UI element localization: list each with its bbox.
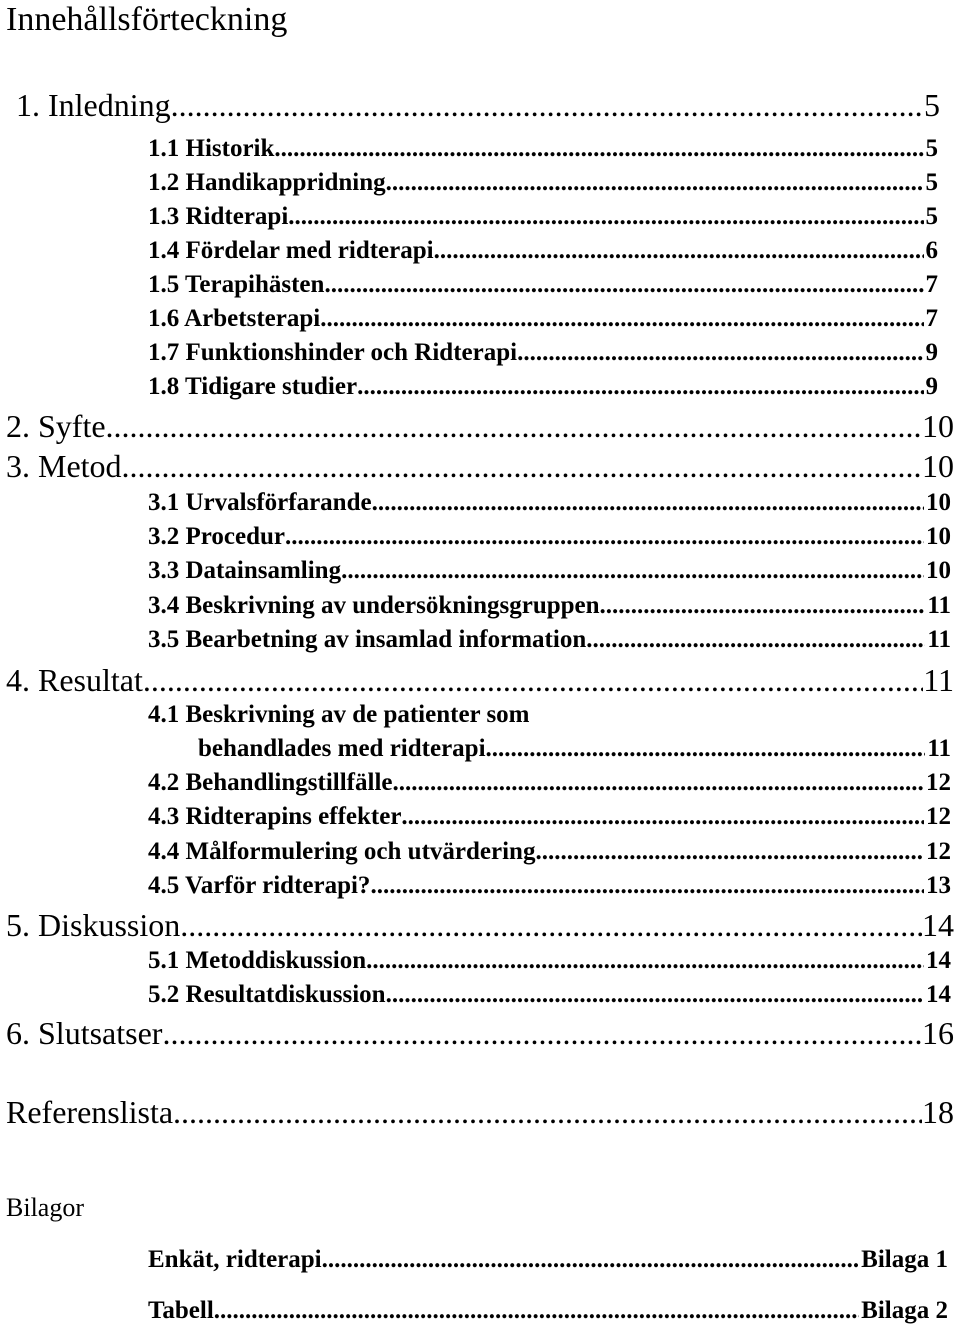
dot-leader xyxy=(386,981,924,1009)
toc-page: 11 xyxy=(923,662,954,698)
toc-entry-resultat[interactable] xyxy=(6,662,954,699)
dot-leader xyxy=(214,1297,859,1325)
toc-label: 1.6 Arbetsterapi xyxy=(148,305,321,332)
dot-leader xyxy=(600,592,926,620)
toc-entry-bilaga-enkat[interactable] xyxy=(148,1246,948,1274)
toc-page: 12 xyxy=(926,769,951,796)
dot-leader xyxy=(130,408,922,445)
toc-page: 5 xyxy=(925,135,938,162)
dot-leader xyxy=(285,523,924,551)
toc-page: 10 xyxy=(926,523,951,550)
toc-label: 1.3 Ridterapi xyxy=(148,203,289,230)
toc-page: 11 xyxy=(927,592,951,619)
dot-leader xyxy=(366,947,924,975)
toc-entry-fordelar[interactable] xyxy=(148,237,938,265)
dot-leader xyxy=(324,271,923,299)
toc-label: 1.5 Terapihästen xyxy=(148,271,325,298)
dot-leader xyxy=(288,203,923,231)
toc-page: 14 xyxy=(922,907,954,943)
toc-entry-inledning[interactable] xyxy=(16,87,940,124)
toc-label: 5. Diskussion xyxy=(6,907,181,943)
toc-page: 18 xyxy=(922,1094,954,1130)
dot-leader xyxy=(274,135,923,163)
toc-page: Bilaga 1 xyxy=(861,1246,948,1273)
toc-label: Referenslista xyxy=(6,1094,174,1130)
toc-entry-ridterapins-effekter[interactable] xyxy=(148,803,951,831)
toc-page: 10 xyxy=(926,489,951,516)
toc-entry-procedur[interactable] xyxy=(148,523,951,551)
toc-page: 14 xyxy=(926,981,951,1008)
toc-page: 14 xyxy=(926,947,951,974)
toc-page: 13 xyxy=(926,872,951,899)
dot-leader xyxy=(171,87,924,124)
toc-entry-metoddiskussion[interactable] xyxy=(148,947,951,975)
toc-page: 5 xyxy=(925,169,938,196)
toc-page: 12 xyxy=(926,838,951,865)
toc-label: 1.7 Funktionshinder och Ridterapi xyxy=(148,339,518,366)
toc-page: 10 xyxy=(922,408,954,444)
toc-label: 1.8 Tidigare studier xyxy=(148,373,358,400)
toc-label: 1. Inledning xyxy=(16,87,171,123)
toc-label: 3.1 Urvalsförfarande xyxy=(148,489,372,516)
toc-entry-handikappridning[interactable] xyxy=(148,169,938,197)
toc-entry-varfor-ridterapi[interactable] xyxy=(148,872,951,900)
toc-entry-terapihasten[interactable] xyxy=(148,271,938,299)
toc-entry-slutsatser[interactable] xyxy=(6,1015,954,1052)
toc-label: 3.5 Bearbetning av insamlad information xyxy=(148,626,587,653)
dot-leader xyxy=(180,907,922,944)
dot-leader xyxy=(370,872,924,900)
toc-page: 12 xyxy=(926,803,951,830)
toc-entry-bearbetning[interactable] xyxy=(148,626,951,654)
page-title: Innehållsförteckning xyxy=(6,1,288,38)
dot-leader xyxy=(173,1094,922,1131)
toc-label: 4.3 Ridterapins effekter xyxy=(148,803,402,830)
toc-label: Enkät, ridterapi xyxy=(148,1246,322,1273)
toc-entry-ridterapi[interactable] xyxy=(148,203,938,231)
toc-entry-resultatdiskussion[interactable] xyxy=(148,981,951,1009)
toc-label: behandlades med ridterapi xyxy=(198,735,486,762)
toc-entry-urvalsforfarande[interactable] xyxy=(148,489,951,517)
dot-leader xyxy=(434,237,924,265)
toc-entry-bilaga-tabell[interactable] xyxy=(148,1297,948,1325)
toc-entry-behandlingstillfalle[interactable] xyxy=(148,769,951,797)
toc-label: 1.1 Historik xyxy=(148,135,275,162)
toc-entry-referenslista[interactable] xyxy=(6,1094,954,1131)
toc-entry-syfte[interactable] xyxy=(6,408,954,445)
toc-page: 11 xyxy=(927,626,951,653)
toc-entry-diskussion[interactable] xyxy=(6,907,954,944)
toc-label-patienter-line1: 4.1 Beskrivning av de patienter som xyxy=(148,701,530,728)
appendix-heading: Bilagor xyxy=(6,1193,84,1222)
toc-entry-funktionshinder[interactable] xyxy=(148,339,938,367)
toc-entry-patienter[interactable] xyxy=(198,735,951,763)
toc-label: 1.2 Handikappridning xyxy=(148,169,386,196)
toc-page: 7 xyxy=(925,305,938,332)
dot-leader xyxy=(143,662,923,699)
toc-label: 4.4 Målformulering och utvärdering xyxy=(148,838,536,865)
toc-page: 5 xyxy=(925,203,938,230)
toc-label: 1.4 Fördelar med ridterapi xyxy=(148,237,434,264)
toc-entry-historik[interactable] xyxy=(148,135,938,163)
toc-page: 11 xyxy=(927,735,951,762)
dot-leader xyxy=(130,448,922,485)
toc-label: 4.5 Varför ridterapi? xyxy=(148,872,371,899)
dot-leader xyxy=(322,1246,860,1274)
dot-leader xyxy=(162,1015,922,1052)
toc-page: 10 xyxy=(922,448,954,484)
toc-label: 4. Resultat xyxy=(6,662,143,698)
toc-entry-metod[interactable] xyxy=(6,448,954,485)
dot-leader xyxy=(386,169,924,197)
dot-leader xyxy=(486,735,926,763)
toc-entry-arbetsterapi[interactable] xyxy=(148,305,938,333)
toc-label: 2. Syfte... xyxy=(6,408,130,444)
toc-page: 7 xyxy=(925,271,938,298)
toc-page: 9 xyxy=(925,339,938,366)
dot-leader xyxy=(372,489,924,517)
toc-label: 3. Metod. xyxy=(6,448,130,484)
toc-label: 3.4 Beskrivning av undersökningsgruppen xyxy=(148,592,600,619)
dot-leader xyxy=(517,339,923,367)
dot-leader xyxy=(401,803,924,831)
toc-label: 5.2 Resultatdiskussion xyxy=(148,981,386,1008)
toc-label: 6. Slutsatser xyxy=(6,1015,163,1051)
dot-leader xyxy=(392,769,924,797)
toc-label: 3.2 Procedur xyxy=(148,523,286,550)
toc-page: 16 xyxy=(922,1015,954,1051)
dot-leader xyxy=(320,305,923,333)
toc-page: 10 xyxy=(926,557,951,584)
toc-entry-malformulering[interactable] xyxy=(148,838,951,866)
toc-label: Tabell xyxy=(148,1297,214,1324)
toc-entry-datainsamling[interactable] xyxy=(148,557,951,585)
toc-entry-beskrivning-undersokningsgruppen[interactable] xyxy=(148,592,951,620)
dot-leader xyxy=(535,838,924,866)
toc-page: 6 xyxy=(925,237,938,264)
toc-label: 4.2 Behandlingstillfälle xyxy=(148,769,393,796)
toc-page: 5 xyxy=(924,87,940,123)
dot-leader xyxy=(341,557,924,585)
toc-label: 3.3 Datainsamling xyxy=(148,557,342,584)
toc-page: Bilaga 2 xyxy=(861,1297,948,1324)
toc-label: 5.1 Metoddiskussion xyxy=(148,947,367,974)
toc-page: 9 xyxy=(925,373,938,400)
dot-leader xyxy=(586,626,925,654)
toc-entry-tidigare-studier[interactable] xyxy=(148,373,938,401)
dot-leader xyxy=(357,373,923,401)
